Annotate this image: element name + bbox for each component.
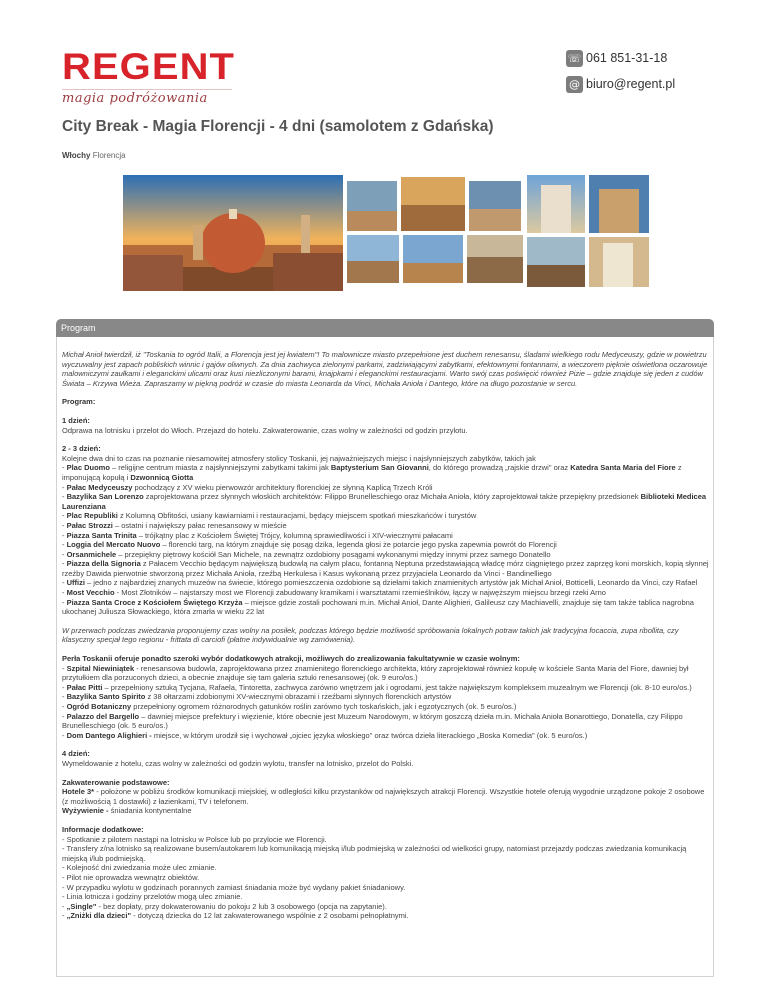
logo-tagline: magia podróżowania <box>62 89 232 106</box>
info-title: Informacje dodatkowe: <box>62 824 144 834</box>
hotel-label: Hotele 3* <box>62 787 95 797</box>
extra-attraction-name: Szpital Niewiniątek <box>66 663 135 673</box>
attraction-name: Piazza della Signoria <box>66 559 141 569</box>
single-text: - bez dopłaty, przy dokwaterowaniu do pokoju 2 lub 3 osobowego (opcja na zapytanie). <box>96 901 387 911</box>
contact-box <box>566 48 675 100</box>
attraction-text: - Most Złotników – najstarszy most we Florencji zabudowany kramikami i warsztatami rzemieślników, łączy w najwęższym miejscu brzegi rzeki Arno <box>114 588 606 598</box>
phone-row <box>566 48 675 68</box>
attraction-name: Katedra Santa Maria del Fiore <box>570 463 676 473</box>
regent-logo <box>62 46 236 108</box>
phone-icon: ☏ <box>567 51 582 65</box>
attraction-text: pochodzący z XV wieku pierwowzór architektury florenckiej ze słynną Kaplicą Trzech Króli <box>132 482 433 492</box>
attraction-name: Uffizi <box>66 578 85 588</box>
attraction-name: Piazza Santa Trinita <box>66 530 137 540</box>
extras-block: Perła Toskanii oferuje ponadto szeroki wybór dodatkowych atrakcji, możliwych do zrealizowania fakultatywnie w czasie wolnym: - Szpital Niewiniątek - renesansowa budowla, zaprojektowana przez znamienitego florenckiego architekta, który zaprojektował również kopułę w kościele Santa Maria del Fiore, dawniej był przytułkiem dla porzuconych dzieci, a obecnie znajduje się tam galeria sztuki renesansowej (ok. 9 euro/os.) - Pałac Pitti – przepełniony sztuką Tycjana, Rafaela, Tintoretta, zachwyca zarówno wnętrzem jak i ogrodami, jest także największym kompleksem muzealnym we Florencji (ok. 8-10 euro/os.) - Bazylika Santo Spirito z 38 ołtarzami zdobionymi XV-wiecznymi obrazami i rzeźbami słynnych florenckich artystów - Ogród Botaniczny przepełniony ogromem różnorodnych gatunków roślin zarówno tych toskańskich, jak i egzotycznych (ok. 5 euro/os.) - Palazzo del Bargello – dawniej miejsce prefektury i więzienie, które obecnie jest Muzeum Narodowym, w którym goszczą dzieła m.in. Michała Anioła Bonarottiego, Donatella, czy Filippo Brunelleschiego (ok. 5 euro/os.) - Dom Dantego Alighieri - miejsce, w którym urodził się i wychował „ojciec języka włoskiego" oraz twórca dzieła literackiego „Boska Komedia" (ok. 5 euro/os.) <box>62 654 692 740</box>
day23-block: 2 - 3 dzień: Kolejne dwa dni to czas na poznanie niesamowitej atmosfery stolicy Toskanii, jej najważniejszych miejsc i najsłynniejszych zabytków, takich jak - Plac Duomo – religijne centrum miasta z najsłynniejszymi zabytkami takimi jak Baptysterium San Giovanni, do którego prowadzą „rajskie drzwi" oraz Katedra Santa Maria del Fiore z imponującą kopułą i Dzwonnicą Giotta - Pałac Medyceuszy pochodzący z XV wieku pierwowzór architektury florenckiej ze słynną Kaplicą Trzech Króli - Bazylika San Lorenzo zaprojektowana przez słynnych włoskich architektów: Filippo Brunelleschiego oraz Michała Anioła, który zaprojektował także przepiękny przedsionek Biblioteki Medicea Laurenziana - Plac Republiki z Kolumną Obfitości, usiany kawiarniami i restauracjami, będący miejscem spotkań mieszkańców i turystów - Pałac Strozzi – ostatni i największy pałac renesansowy w mieście - Piazza Santa Trinita – trójkątny plac z Kościołem Świętej Trójcy, kolumną sprawiedliwości i XIV-wiecznymi pałacami - Loggia del Mercato Nuovo – florencki targ, na którym znajduje się posąg dzika, legenda głosi że potarcie jego pyska zapewnia powrót do Florencji - Orsanmichele – przepiękny piętrowy kościół San Michele, na zewnątrz ozdobiony posągami wykonanymi między innymi przez samego Donatello - Piazza della Signoria z Pałacem Vecchio będącym największą budowlą na całym placu, fontanną Neptuna przedstawiającą władcę mórz ciągniętego przez zaprzęg koni morskich, kopią słynnej rzeźby Dawida pierwotnie stworzoną przez Michała Anioła, rzeźbą Herkulesa i Kasus wykonaną przez przyjaciela Leonardo da Vinci - Bandinelliego - Uffizi – jedno z najbardziej znanych muzeów na świecie, którego pomieszczenia ozdobione są dziełami takich znamienitych artystów jak Michał Anioł, Botticelli, Leonardo da Vinci, czy Rafael - Most Vecchio - Most Złotników – najstarszy most we Florencji zabudowany kramikami i warsztatami rzemieślników, łączy w najwęższym miejscu brzegi rzeki Arno - Piazza Santa Croce z Kościołem Świętego Krzyża – miejsce gdzie zostali pochowani m.in. Michał Anioł, Dante Alighieri, Galileusz czy Machiavelli, znajduje się tam także tablica nagrobna ukochanej Juliusza Słowackiego, która zmarła w wieku 22 lat <box>62 444 709 617</box>
hotel-text: - położone w pobliżu środków komunikacji miejskiej, w odległości kilku przystanków od największych atrakcji Florencji. Wszystkie hotele oferują wygodnie urządzone pokoje 2 osobowe (z możliwością 1 dostawki) z łazienkami, TV i telefonem. <box>62 787 705 806</box>
at-icon: @ <box>566 76 583 93</box>
info-line: - Linia lotnicza i godziny przelotów mogą ulec zmianie. <box>62 892 243 902</box>
info-line: - Kolejność dni zwiedzania może ulec zmianie. <box>62 863 217 873</box>
page-title: City Break - Magia Florencji - 4 dni (samolotem z Gdańska) <box>62 118 494 135</box>
day1-title: 1 dzień: <box>62 415 90 425</box>
attraction-name: Most Vecchio <box>66 588 115 598</box>
day4-title: 4 dzień: <box>62 749 90 759</box>
email-row[interactable] <box>566 74 675 94</box>
extra-attraction-name: Bazylika Santo Spirito <box>66 692 146 702</box>
breadcrumb-city[interactable]: Florencja <box>92 151 126 160</box>
breadcrumb <box>62 151 126 160</box>
extra-attraction-name: Palazzo del Bargello <box>66 711 140 721</box>
attraction-name: Pałac Medyceuszy <box>66 482 133 492</box>
info-block: Informacje dodatkowe: - Spotkanie z pilotem nastąpi na lotnisku w Polsce lub po przylocie we Florencji. - Transfery z/na lotnisko są realizowane busem/autokarem lub komunikacją miejską i/lub podmiejską w zależności od wielkości grupy, natomiast przejazdy podczas zwiedzania komunikacją miejską i/lub podmiejską. - Kolejność dni zwiedzania może ulec zmianie. - Pilot nie oprowadza wewnątrz obiektów. - W przypadku wylotu w godzinach porannych zamiast śniadania może być wydany pakiet śniadaniowy. - Linia lotnicza i godziny przelotów mogą ulec zmianie. - „Single" - bez dopłaty, przy dokwaterowaniu do pokoju 2 lub 3 osobowego (opcja na zapytanie). - „Zniżki dla dzieci" - dotyczą dziecka do 12 lat zakwaterowanego wspólnie z 2 osobami pełnopłatnymi. <box>62 824 687 921</box>
program-section-header: Program <box>56 319 714 337</box>
attraction-text: – trójkątny plac z Kościołem Świętej Trójcy, kolumną sprawiedliwości i XIV-wiecznymi pałacami <box>136 530 453 540</box>
attraction-text: z Pałacem Vecchio będącym największą budowlą na całym placu, fontanną Neptuna przedstawiającą władcę mórz ciągniętego przez zaprzęg koni morskich, kopią słynnej rzeźby Dawida pierwotnie stworzoną przez Michała Anioła, rzeźbą Herkulesa i Kasus wykonaną przez przyjaciela Leonardo da Vinci - Bandinelliego <box>62 559 709 578</box>
extra-attraction-name: Pałac Pitti <box>66 682 103 692</box>
day23-intro: Kolejne dwa dni to czas na poznanie niesamowitej atmosfery stolicy Toskanii, jej najważniejszych miejsc i najsłynniejszych zabytków, takich jak <box>62 453 536 463</box>
phone-number: 061 851-31-18 <box>586 51 668 65</box>
attraction-text: – przepiękny piętrowy kościół San Michele, na zewnątrz ozdobiony posągami wykonanymi między innymi przez samego Donatello <box>116 549 551 559</box>
day23-title: 2 - 3 dzień: <box>62 444 101 454</box>
info-line: - Transfery z/na lotnisko są realizowane busem/autokarem lub komunikacją miejską i/lub podmiejską w zależności od wielkości grupy, natomiast przejazdy podczas zwiedzania komunikacją miejską i/lub podmiejską. <box>62 844 687 863</box>
attraction-text: – religijne centrum miasta z najsłynniejszymi zabytkami takimi jak <box>109 463 331 473</box>
attraction-text: – jedno z najbardziej znanych muzeów na świecie, którego pomieszczenia ozdobione są dziełami takich znamienitych artystów jak Michał Anioł, Botticelli, Leonardo da Vinci, czy Rafael <box>84 578 698 588</box>
attraction-name: Plac Republiki <box>66 511 118 521</box>
day4-block <box>62 749 712 768</box>
attraction-name: Orsanmichele <box>66 549 117 559</box>
florence-banner-image <box>123 175 649 291</box>
email-address[interactable]: biuro@regent.pl <box>586 77 676 91</box>
intro-text: Michał Anioł twierdził, iż "Toskania to ogród Italii, a Florencja jest jej kwiatem"! To malownicze miasto przepełnione jest duchem renesansu, śladami wielkiego rodu Medyceuszy, gdzie w powietrzu wyczuwalny jest zapach pobliskich winnic i gajów oliwnych. Za dnia zachwyca zielonymi parkami, zadziwiającymi zabytkami, efektownymi fontannami, a wieczorem pięknie oświetlona oczarowuje malowniczymi zaułkami i eleganckimi ulicami oraz kusi niezliczonymi barami, knajpkami i eleganckimi restauracjami. Warto swój czas poświęcić również Pizie – gdzie znajduje się jeden z cudów Świata – Krzywa Wieża. Zapraszamy w piękną podróż w czasie do miasta Leonarda da Vinci, Michała Anioła i Dantego, które na długo pozostanie w sercu. <box>62 350 708 388</box>
break-note: W przerwach podczas zwiedzania proponujemy czas wolny na posiłek, podczas którego będzie możliwość spróbowania lokalnych potraw takich jak tradycyjna focaccia, zupa ribollita, czy klasyczny specjał tego regionu - frittata di carciofi (płatne indywidualnie wg zamówienia). <box>62 625 679 645</box>
day1-text: Odprawa na lotnisku i przelot do Włoch. Przejazd do hotelu. Zakwaterowanie, czas wolny w zależności od godzin przylotu. <box>62 425 468 435</box>
attraction-name: Biblioteki Medicea Laurenziana <box>62 492 707 511</box>
logo-wordmark: REGENT <box>62 46 236 87</box>
extra-attraction-name: Ogród Botaniczny <box>66 702 132 711</box>
attraction-name: Plac Duomo <box>66 463 110 473</box>
extra-attraction-text: przepełniony ogromem różnorodnych gatunków roślin zarówno tych toskańskich, jak i egzotycznych (ok. 5 euro/os.) <box>131 702 517 711</box>
extras-title: Perła Toskanii oferuje ponadto szeroki wybór dodatkowych atrakcji, możliwych do zrealizowania fakultatywnie w czasie wolnym: <box>62 654 520 664</box>
extra-attraction-text: – dawniej miejsce prefektury i więzienie, które obecnie jest Muzeum Narodowym, w którym goszczą dzieła m.in. Michała Anioła Bonarottiego, Donatella, czy Filippo Brunelleschiego (ok. 5 euro/os.) <box>62 711 683 731</box>
attraction-text: – ostatni i największy pałac renesansowy w mieście <box>112 520 287 530</box>
extra-attraction-name: Dom Dantego Alighieri - <box>66 730 152 740</box>
attraction-name: Baptysterium San Giovanni <box>330 463 429 473</box>
attraction-name: Bazylika San Lorenzo <box>66 492 144 502</box>
attraction-text: , do którego prowadzą „rajskie drzwi" oraz <box>428 463 571 473</box>
accommodation-title: Zakwaterowanie podstawowe: <box>62 777 170 787</box>
food-label: Wyżywienie - <box>62 806 109 816</box>
attraction-text: – miejsce gdzie zostali pochowani m.in. Michał Anioł, Dante Alighieri, Galileusz czy Machiavelli, znajduje się tam także tablica nagrobna ukochanej Juliusza Słowackiego, która zmarła w wieku 22 lat <box>62 597 694 617</box>
attraction-name: Pałac Strozzi <box>66 520 113 530</box>
info-line: - Pilot nie oprowadza wewnątrz obiektów. <box>62 872 200 882</box>
extra-attraction-text: – przepełniony sztuką Tycjana, Rafaela, Tintoretta, zachwyca zarówno wnętrzem jak i ogrodami, jest także największym kompleksem muzealnym we Florencji (ok. 8-10 euro/os.) <box>102 682 692 692</box>
single-label: „Single" <box>66 901 97 911</box>
extra-attraction-text: z 38 ołtarzami zdobionymi XV-wiecznymi obrazami i rzeźbami słynnych florenckich artystów <box>145 692 452 702</box>
attraction-name: Loggia del Mercato Nuovo <box>66 540 161 550</box>
extra-attraction-text: miejsce, w którym urodził się i wychował „ojciec języka włoskiego" oraz twórca dzieła literackiego „Boska Komedia" (ok. 5 euro/os.) <box>151 730 588 740</box>
extra-attraction-text: - renesansowa budowla, zaprojektowana przez znamienitego florenckiego architekta, który zaprojektował również kopułę w kościele Santa Maria del Fiore, dawniej był przytułkiem dla porzuconych dzieci, a obecnie znajduje się tam galeria sztuki renesansowej (ok. 9 euro/os.) <box>62 663 689 683</box>
child-discount-label: „Zniżki dla dzieci" <box>66 911 131 921</box>
food-text: śniadania kontynentalne <box>108 806 192 816</box>
breadcrumb-country[interactable]: Włochy <box>62 151 91 160</box>
info-line: - Spotkanie z pilotem nastąpi na lotnisku w Polsce lub po przylocie we Florencji. <box>62 834 327 844</box>
attraction-text: zaprojektowana przez słynnych włoskich architektów: Filippo Brunelleschiego oraz Michała Anioła, który zaprojektował także przepiękny przedsionek <box>143 492 641 502</box>
day4-text: Wymeldowanie z hotelu, czas wolny w zależności od godzin wylotu, transfer na lotnisko, przelot do Polski. <box>62 758 414 768</box>
attraction-text: z Kolumną Obfitości, usiany kawiarniami i restauracjami, będący miejscem spotkań mieszkańców i turystów <box>117 511 477 521</box>
attraction-name: Piazza Santa Croce z Kościołem Świętego Krzyża <box>66 597 243 607</box>
program-label: Program: <box>62 397 96 407</box>
attraction-text: – florencki targ, na którym znajduje się posąg dzika, legenda głosi że potarcie jego pyska zapewnia powrót do Florencji <box>160 540 557 550</box>
attraction-text: z imponującą kopułą i <box>62 463 682 482</box>
day1-block <box>62 416 712 435</box>
attraction-name: Dzwonnicą Giotta <box>130 472 194 482</box>
child-discount-text: - dotyczą dziecka do 12 lat zakwaterowanego wspólnie z 2 osobami pełnopłatnymi. <box>131 911 409 921</box>
program-content <box>62 350 712 930</box>
accommodation-block <box>62 778 712 816</box>
info-line: - W przypadku wylotu w godzinach porannych zamiast śniadania może być wydany pakiet śniadaniowy. <box>62 882 406 892</box>
